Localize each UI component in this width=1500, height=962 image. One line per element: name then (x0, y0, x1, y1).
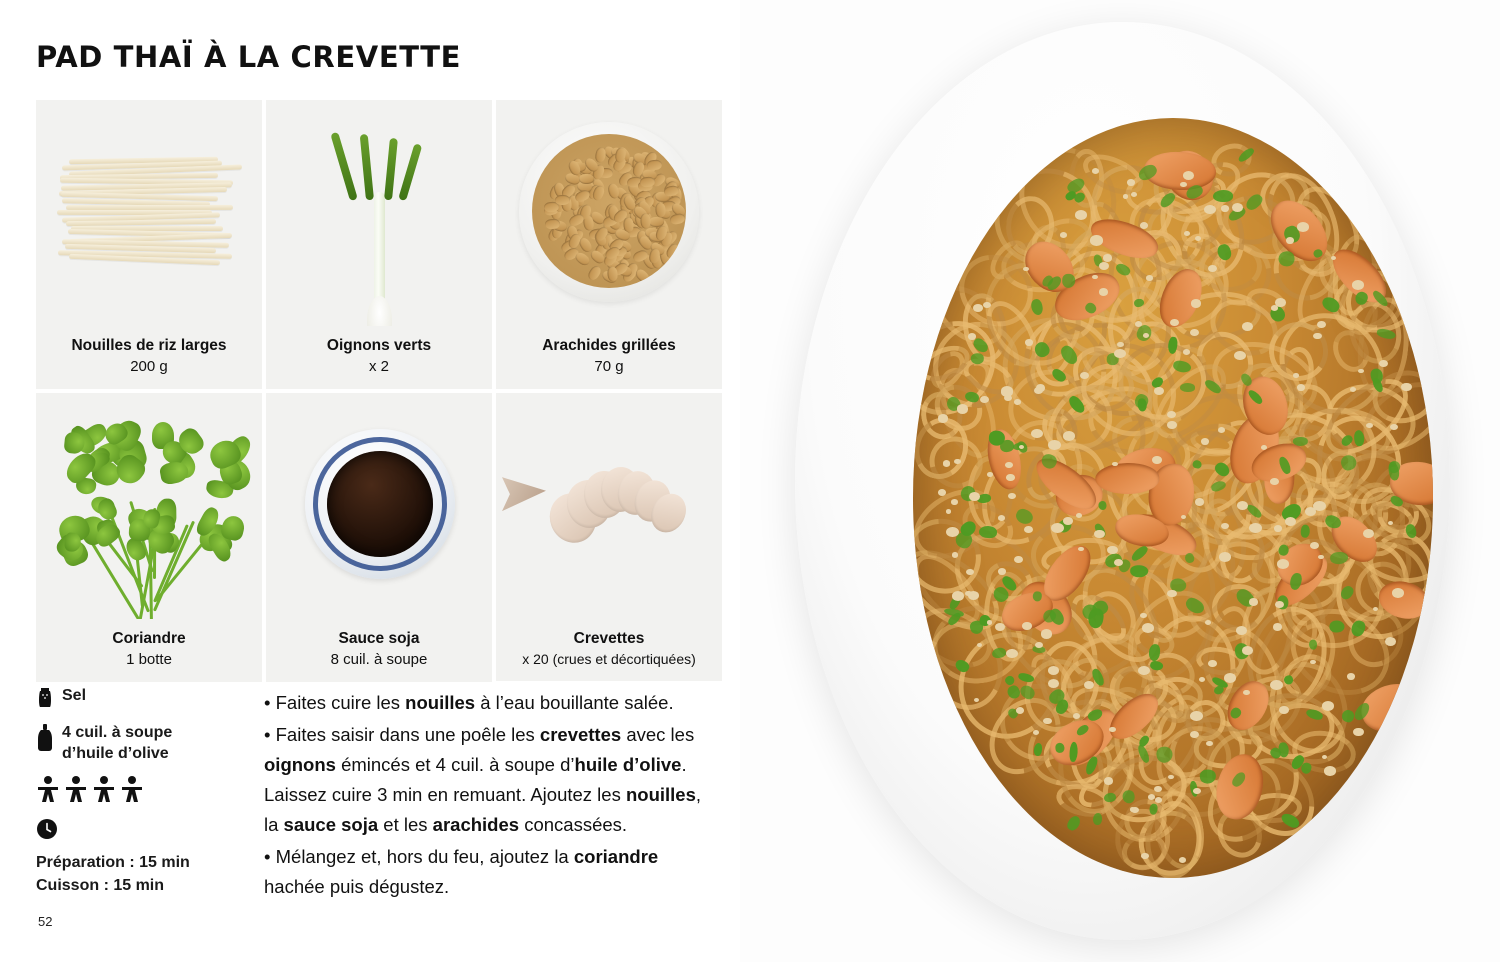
person-icon (120, 775, 144, 808)
ingredient-caption (496, 619, 722, 681)
step-3 (264, 842, 720, 902)
step-highlight: nouilles (625, 783, 696, 805)
coriander-photo (36, 393, 262, 619)
ingredient-grid (36, 100, 720, 682)
salt-row (36, 686, 261, 713)
step-text: Faites saisir dans une poêle les (270, 723, 540, 745)
oil-label-line1: 4 cuil. à soupe (62, 724, 173, 741)
ingredient-name: Arachides grillées (542, 337, 676, 354)
ingredient-name: Crevettes (573, 630, 645, 648)
step-1 (264, 688, 720, 718)
step-text: , la (264, 783, 702, 835)
step-text: concassées. (519, 813, 628, 835)
plate (795, 22, 1450, 940)
rice-noodles-photo (36, 100, 262, 326)
ingredient-card (496, 100, 722, 389)
person-icon (36, 775, 60, 808)
noodle-bundle (64, 158, 234, 268)
step-text: et les (378, 813, 433, 835)
ingredient-quantity: 1 botte (126, 651, 172, 669)
step-highlight: huile d’olive (574, 753, 682, 775)
ingredient-name: Nouilles de riz larges (71, 337, 227, 354)
step-text: Faites cuire les (270, 692, 406, 713)
recipe-left-column (36, 0, 720, 962)
preparation-steps (264, 688, 720, 904)
ingredient-caption (496, 326, 722, 389)
ingredient-quantity: 200 g (130, 357, 168, 375)
step-text: . Laissez cuire 3 min en remuant. Ajoutez les (264, 753, 687, 805)
dish-photo (740, 0, 1500, 962)
servings-icons (36, 775, 261, 808)
clock-icon (36, 818, 261, 845)
step-text: Mélangez et, hors du feu, ajoutez la (270, 845, 574, 867)
step-text: avec les (621, 723, 695, 745)
person-icon (92, 775, 116, 808)
step-bullet: • (264, 845, 271, 867)
ingredient-name: Sauce soja (338, 630, 420, 648)
spring-onion-photo (266, 100, 492, 326)
soy-sauce-photo (266, 393, 492, 619)
ingredient-caption (36, 619, 262, 682)
step-highlight: oignons (264, 753, 336, 775)
ingredient-card (36, 100, 262, 389)
step-bullet: • (264, 723, 271, 745)
step-bullet: • (264, 692, 271, 713)
roasted-peanuts-photo (496, 100, 722, 326)
ingredient-quantity: x 2 (368, 357, 389, 375)
ingredient-card (36, 393, 262, 682)
cook-time: Cuisson : 15 min (36, 876, 165, 894)
ingredient-caption (266, 619, 492, 682)
ingredient-caption (266, 326, 492, 389)
step-text: hachée puis dégustez. (264, 875, 450, 897)
shrimp-photo (496, 393, 722, 619)
ingredient-name: Oignons verts (326, 337, 432, 354)
page-number: 52 (38, 914, 53, 929)
oil-bottle-icon (36, 723, 54, 758)
ingredient-quantity: 8 cuil. à soupe (330, 651, 428, 669)
ingredient-name: Coriandre (112, 630, 186, 648)
step-highlight: nouilles (405, 692, 476, 713)
step-text: à l’eau bouillante salée. (475, 692, 674, 713)
ingredient-quantity: x 20 (crues et décortiquées) (522, 651, 696, 668)
step-highlight: arachides (432, 813, 520, 835)
ingredient-card (496, 393, 722, 682)
oil-label (62, 723, 172, 765)
salt-shaker-icon (36, 686, 54, 713)
ingredient-caption (36, 326, 262, 389)
prep-time: Préparation : 15 min (36, 853, 190, 871)
step-highlight: crevettes (539, 723, 622, 745)
person-icon (64, 775, 88, 808)
ingredient-card (266, 100, 492, 389)
pad-thai-noodles (913, 118, 1433, 878)
page-title: PAD THAÏ À LA CREVETTE (36, 40, 462, 74)
step-text: émincés et 4 cuil. à soupe d’ (335, 753, 575, 775)
step-highlight: sauce soja (283, 813, 379, 835)
salt-label: Sel (62, 687, 87, 704)
oil-row (36, 723, 261, 765)
ingredient-card (266, 393, 492, 682)
step-2 (264, 720, 720, 840)
step-highlight: coriandre (573, 845, 659, 867)
ingredient-quantity: 70 g (594, 357, 624, 375)
recipe-meta (36, 686, 261, 897)
oil-label-line2: d’huile d’olive (62, 744, 169, 762)
